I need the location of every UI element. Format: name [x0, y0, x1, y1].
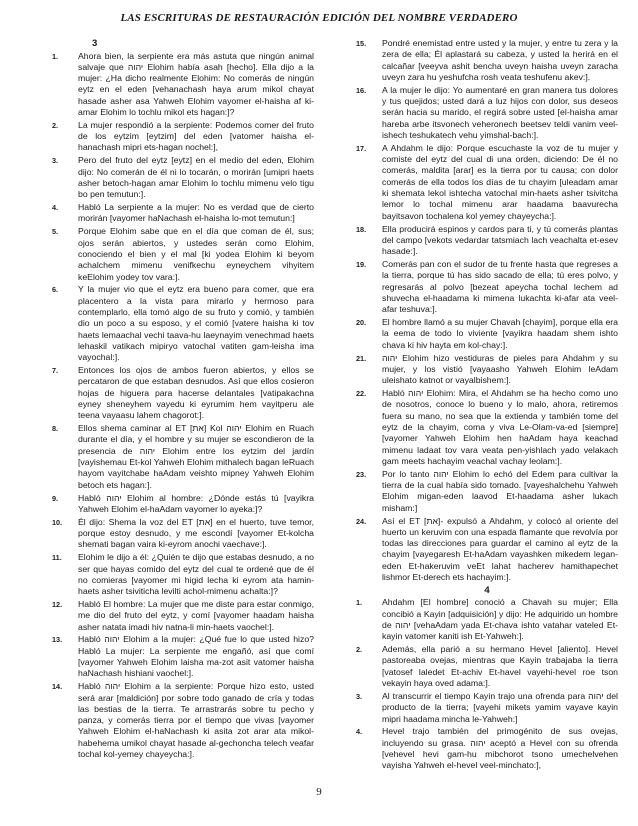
- verse-number: 3.: [52, 156, 59, 166]
- verse: [52, 681, 314, 760]
- verse: [52, 423, 314, 491]
- verse-number: 3.: [356, 691, 363, 701]
- verse: [52, 634, 314, 679]
- verse: [52, 284, 314, 363]
- verse-text: Y la mujer vio que el eytz era bueno para comer, que era placentero a la vista para mirarlo y hermoso para contemplarlo, ella tomó algo de su fruto y comió, y también dio un poco a su esposo, y el comió [vatere haisha ki tov haets lemaachal vechi taava-hu laeynayim venechmad haets lehaskil vatikach mipiryo vatochal vatiten gam-leisha ima vayochal:].: [78, 284, 314, 363]
- verse-text: Habló יהוה Elohim: Mira, el Ahdahm se ha hecho como uno de nosotros, conoce lo bueno y lo malo, ahora, retiremos fuera su mano, no sea que la extienda y también tome del eytz de la chayim, coma y viva Le-Olam-va-ed [siempre] [vayomer Yahweh Elohim hen haAdam haya keachad mimenu ladaat tov vara veata pen-yishlach yado velakach gam meets hachayim veachal vachay leolam:].: [382, 388, 618, 466]
- verse-number: 1.: [52, 51, 59, 61]
- verse-number: 23.: [356, 469, 367, 479]
- verse-number: 2.: [356, 645, 363, 655]
- verse: [52, 50, 314, 119]
- verse-text: Habló El hombre: La mujer que me diste para estar conmigo, me dio del fruto del eytz, y comí [vayomer haadam haisha asher natata imadi hiv natna-li min-haets vaochel:].: [78, 598, 314, 632]
- verse-number: 17.: [356, 143, 367, 153]
- verse-list: [52, 51, 314, 761]
- verse-text: Habló יהוה Elohim a la serpiente: Porque hizo esto, usted será arar [maldición] por sobre todo ganado de cría y todas las bestias de la tierra. Te arrastrarás sobre tu pecho y panza, y comerás tierra por el tiempo que vivas [vayomer Yahweh Elohim el-haNachash ki asita zot arar ata mikol-habehema umikol chayat hasade al-gechoncha telech veafar tochal kol-yemey chayeycha:].: [78, 681, 314, 760]
- verse: [356, 597, 618, 642]
- verse-text: Ahora bien, la serpiente era más astuta que ningún animal salvaje que יהוה Elohim había asah [hecho]. Ella dijo a la mujer: ¿Ha dicho realmente Elohim: No comerás de ningún eytz en el eden [vehanachash haya arum mikol chayat hasade asher asa Yahweh Elohim vayomer el-haisha af ki-amar Elohim lo tochlu mikol ets hagan:]?: [78, 50, 314, 117]
- chapter-heading: 4: [484, 584, 490, 596]
- verse: [52, 365, 314, 421]
- verse: [52, 552, 314, 597]
- verse: [52, 202, 314, 225]
- verse: [356, 259, 618, 315]
- verse-text: Al transcurrir el tiempo Kayin trajo una ofrenda para יהוה del producto de la tierra; [vayehi mikets yamim vayave kayin mipri haadama mincha le-Yahweh:]: [382, 690, 618, 724]
- verse-text: A Ahdahm le dijo: Porque escuchaste la voz de tu mujer y comiste del eytz del cual di una orden, diciendo: De él no comerás, maldita [arar] es la tierra por tu causa; con dolor comerás de ella todos los días de tu chayim [uleadam amar ki shemata lekol ishtecha vatochal min-haets asher tsivitcha lemor lo tochal mimenu arar haadama baavurecha bayitsavon tochalena kol yemey chayeycha:].: [382, 142, 618, 221]
- verse-number: 20.: [356, 318, 367, 328]
- right-column: [356, 38, 618, 773]
- verse-text: Entonces los ojos de ambos fueron abiertos, y ellos se percataron de que estaban desnudos. Así que ellos cosieron hojas de higuera para hacerse delantales [vatipakachna eyney sheneyhem vayedu ki eyrumim hem vayitperu ale teena vayaasu lahem chagorot:].: [78, 365, 314, 421]
- verse-text: A la mujer le dijo: Yo aumentaré en gran manera tus dolores y tus quejidos; usted dará a luz hijos con dolor, sus deseos serán hacia su marido, el regirá sobre usted [el-haisha amar hareba arbe itsvonech veheronech beetsev teldi vanim veel-ishech teshukatech vehu yimshal-bach:].: [382, 84, 618, 140]
- verse-text: Pero del fruto del eytz [eytz] en el medio del eden, Elohim dijo: No comerán de él ni lo tocarán, o morirán [umipri haets asher betoch-hagan amar Elohim lo tochlu mimenu velo tigu bo pen temutun:].: [78, 155, 314, 200]
- verse-text: Ella producirá espinos y cardos para ti, y tú comerás plantas del campo [vekots vedardar tatsmiach lach veachalta et-esev hasade:].: [382, 223, 618, 257]
- verse-text: Así el ET [את]- expulsó a Ahdahm, y colocó al oriente del huerto un keruvim con una espada flamante que revolvía por todas las direcciones para guardar el camino al eytz de la chayim [vayegaresh Et-haAdam vayashken mikedem legan-eden Et-hakeruvim veEt lahat hacherev hamithapechet lishmor Et-derech ets hachayim:].: [382, 515, 618, 582]
- verse-number: 11.: [52, 553, 62, 563]
- verse-number: 22.: [356, 389, 367, 399]
- verse-number: 5.: [52, 227, 59, 237]
- verse-text: Hevel trajo también del primogénito de sus ovejas, incluyendo su grasa. יהוה aceptó a Hevel con su ofrenda [vehevel hevi gam-hu mibchorot tsono umechelvehen vayisha Yahweh el-hevel veel-minchato:],: [382, 726, 618, 771]
- verse-text: Pondré enemistad entre usted y la mujer, y entre tu zera y la zera de ella; Él aplastará su cabeza, y usted la herirá en el calcañar [veeyva ashit bencha uveyn haisha uveyn zaracha uveyn zara hu yeshufcha rosh veata teshufenu akev:].: [382, 38, 618, 82]
- verse-text: Él dijo: Shema la voz del ET [את] en el huerto, tuve temor, porque estoy desnudo, y me escondí [vayomer Et-kolcha shemati bagan vaira ki-eyrom anochi vaechave:].: [78, 516, 314, 550]
- verse-number: 16.: [356, 85, 367, 95]
- chapter-heading: 3: [92, 38, 98, 49]
- page-number: 9: [316, 786, 322, 798]
- verse-number: 13.: [52, 635, 63, 645]
- verse-text: Porque Elohim sabe que en el día que coman de él, sus; ojos serán abiertos, y ustedes serán como Elohim, conociendo el bien y el mal [ki yodea Elohim ki beyom achalchem mimenu venifkechu eyneychem vihyitem keElohim yodey tov vara:].: [78, 226, 314, 282]
- verse: [52, 598, 314, 633]
- verse-number: 15.: [356, 39, 367, 48]
- verse-text: El hombre llamó a su mujer Chavah [chayim], porque ella era la eema de todo lo viviente [vayikra haadam shem ishto chava ki hiv hayta em kol-chay:].: [382, 317, 618, 350]
- verse: [52, 155, 314, 200]
- verse-number: 10.: [52, 517, 63, 527]
- verse: [356, 644, 618, 689]
- verse-text: Ahdahm [El hombre] conoció a Chavah su mujer; Ella concibió a Kayin [adquisición] y dijo: He adquirido un hombre de יהוה [vehaAdam yada Et-chava ishto vatahar vateled Et-kayin vatomer kaniti ish Et-Yahweh:].: [382, 597, 618, 642]
- verse: [356, 223, 618, 258]
- verse: [356, 690, 618, 725]
- verse: [356, 515, 618, 584]
- verse-number: 8.: [52, 424, 59, 434]
- verse-number: 7.: [52, 366, 59, 376]
- verse-number: 12.: [52, 599, 63, 609]
- verse: [356, 84, 618, 141]
- verse: [356, 468, 618, 514]
- verse-text: Habló La serpiente a la mujer: No es verdad que de cierto morirán [vayomer haNachash el-haisha lo-mot temutun:]: [78, 202, 314, 224]
- verse: [52, 516, 314, 551]
- verse-text: Habló יהוה Elohim al hombre: ¿Dónde estás tú [vayikra Yahweh Elohim el-haAdam vayomer lo ayeka:]?: [78, 492, 314, 514]
- verse-number: 14.: [52, 682, 63, 692]
- verse-text: Ellos shema caminar al ET [את] Kol יהוה Elohim en Ruach durante el día, y el hombre y su mujer se escondieron de la presencia de יהוה Elohim entre los eytzim del jardín [vayishemau Et-kol Yahweh Elohim mithalech bagan leRuach hayom vayitchabe haAdam veishto mipney Yahweh Elohim betoch ets hagan:].: [78, 423, 314, 490]
- verse: [356, 726, 618, 771]
- verse: [52, 492, 314, 516]
- verse-text: Por lo tanto יהוה Elohim lo echó del Edem para cultivar la tierra de la cual había sido tomado. [vayeshalchehu Yahweh Elohim migan-eden laavod Et-haadama asher lukach misham:]: [382, 468, 618, 513]
- verse-number: 1.: [356, 598, 363, 608]
- verse-number: 4.: [52, 203, 59, 213]
- verse: [52, 119, 314, 154]
- verse-text: La mujer respondió a la serpiente: Podemos comer del fruto de los eytzim [eytzim] del eden [vatomer haisha el-hanachash mipri ets-hagan nochel:],: [78, 119, 314, 153]
- verse-number: 6.: [52, 285, 59, 295]
- verse-number: 4.: [356, 727, 363, 737]
- verse: [356, 352, 618, 387]
- verse: [356, 142, 618, 222]
- verse: [356, 317, 618, 351]
- verse-number: 2.: [52, 120, 59, 130]
- verse-list: [356, 597, 618, 771]
- verse-number: 24.: [356, 516, 367, 526]
- verse-number: 21.: [356, 353, 367, 363]
- verse-list: [356, 38, 618, 583]
- verse: [356, 388, 618, 467]
- verse-text: יהוה Elohim hizo vestiduras de pieles para Ahdahm y su mujer, y los vistió [vayaasho Yahweh Elohim leAdam uleishato katnot or vayalbishem:].: [382, 352, 618, 386]
- verse-text: Comerás pan con el sudor de tu frente hasta que regreses a la tierra, porque tú has sido sacado de ella; tú eres polvo, y regresarás al polvo [bezeat apeycha tochal lechem ad shuvecha el-haadama ki mimena lukachta ki-afar ata veel-afar teshuva:].: [382, 259, 618, 315]
- verse-number: 18.: [356, 224, 367, 234]
- verse-text: Elohim le dijo a él: ¿Quién te dijo que estabas desnudo, a no ser que hayas comido del eytz del cual te ordené que de él no comieras [vayomer mi higid lecha ki eyrom ata hamin-haets asher tsiviticha levilti achol-mimenu achalta:]?: [78, 552, 314, 597]
- verse: [356, 38, 618, 83]
- verse-number: 19.: [356, 260, 367, 270]
- left-column: [52, 38, 314, 762]
- running-header: LAS ESCRITURAS DE RESTAURACIÓN EDICIÓN DEL NOMBRE VERDADERO: [120, 12, 518, 24]
- verse-text: Habló יהוה Elohim a la mujer: ¿Qué fue lo que usted hizo? Habló La mujer: La serpiente me engañó, así que comí [vayomer Yahweh Elohim laisha ma-zot asit vatomer haisha haNachash hishiani vaochel:].: [78, 634, 314, 679]
- verse-number: 9.: [52, 493, 59, 503]
- verse-text: Además, ella parió a su hermano Hevel [aliento]. Hevel pastoreaba ovejas, mientras que Kayin trabajaba la tierra [vatosef laledet Et-achiv Et-havel vayehi-hevel roe tson vekayin haya oved adama:].: [382, 644, 618, 689]
- verse: [52, 226, 314, 282]
